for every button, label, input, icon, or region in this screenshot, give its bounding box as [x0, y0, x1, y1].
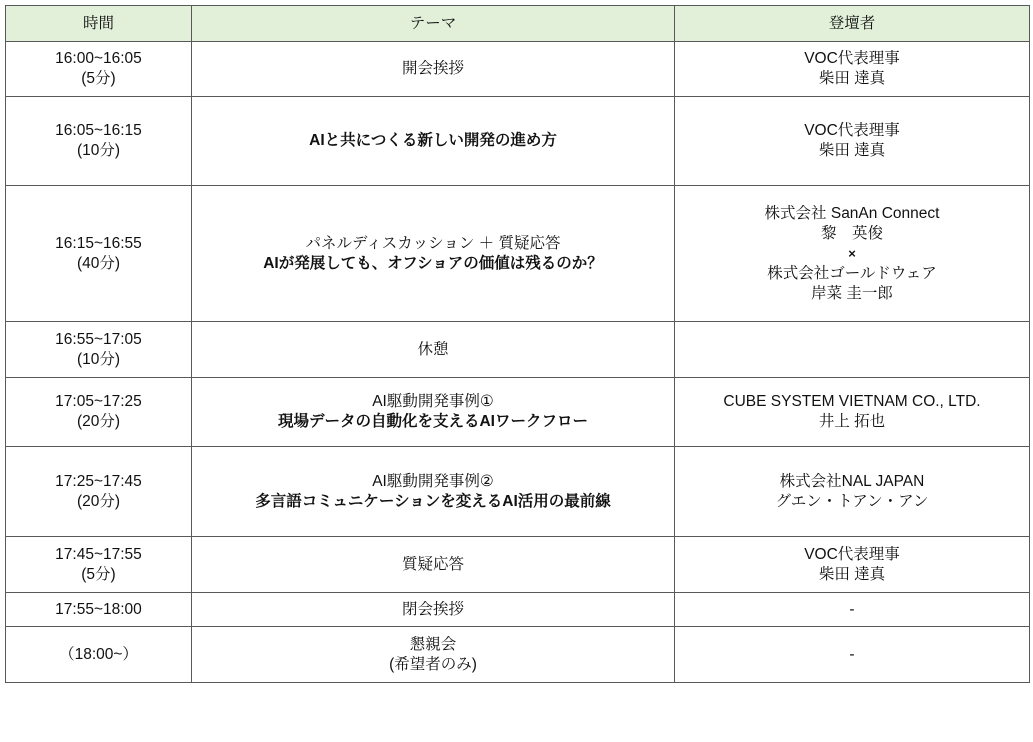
speaker-name: 柴田 達真 [818, 70, 886, 87]
theme-title: 質疑応答 [401, 555, 464, 573]
theme-title-bold: AIが発展しても、オフショアの価値は残るのか？ [263, 254, 603, 272]
time-cell [6, 42, 192, 97]
speaker-cell [675, 97, 1030, 186]
speaker-org: VOC代表理事 [804, 122, 900, 139]
duration: (5分) [81, 565, 116, 583]
agenda-table [5, 5, 1030, 683]
header-time: 時間 [6, 6, 192, 42]
theme-title: 休憩 [417, 340, 449, 358]
speaker-name: 岸菜 圭一郎 [811, 284, 893, 302]
theme-cell [192, 593, 675, 627]
table-row [6, 447, 1030, 537]
theme-title: 開会挨拶 [401, 60, 464, 77]
theme-cell [192, 42, 675, 97]
duration: (20分) [76, 492, 121, 510]
time-cell [6, 97, 192, 186]
speaker-org: VOC代表理事 [804, 545, 900, 563]
speaker-org: 株式会社ゴールドウェア [767, 264, 937, 282]
theme-title: 懇親会 [409, 635, 457, 653]
speaker-cell [675, 537, 1030, 593]
speaker-dash: - [849, 600, 855, 618]
time-range: 17:25~17:45 [55, 472, 142, 490]
table-row [6, 97, 1030, 186]
time-cell [6, 378, 192, 447]
speaker-cell [675, 378, 1030, 447]
theme-title: 閉会挨拶 [401, 600, 464, 618]
speaker-org: CUBE SYSTEM VIETNAM CO., LTD. [723, 393, 981, 410]
table-row [6, 186, 1030, 322]
time-cell [6, 593, 192, 627]
table-row [6, 322, 1030, 378]
duration: (5分) [81, 70, 116, 87]
speaker-dash: - [849, 645, 855, 663]
theme-title-bold: AIと共につくる新しい開発の進め方 [309, 132, 557, 149]
table-row [6, 378, 1030, 447]
speaker-cell [675, 593, 1030, 627]
speaker-cell [675, 186, 1030, 322]
speaker-cell [675, 447, 1030, 537]
time-range: 16:15~16:55 [55, 234, 142, 252]
theme-cell [192, 378, 675, 447]
time-cell [6, 537, 192, 593]
header-speaker: 登壇者 [675, 6, 1030, 42]
duration: (40分) [76, 254, 121, 272]
time-cell [6, 447, 192, 537]
speaker-cell [675, 322, 1030, 378]
header-theme: テーマ [192, 6, 675, 42]
time-range: 16:05~16:15 [55, 122, 142, 139]
cross-mark: × [848, 245, 856, 261]
speaker-name: 黎 英俊 [820, 224, 883, 242]
speaker-org: VOC代表理事 [804, 50, 900, 67]
theme-title: AI駆動開発事例② [372, 472, 494, 490]
theme-title-bold: 多言語コミュニケーションを変えるAI活用の最前線 [255, 492, 611, 510]
speaker-org: 株式会社NAL JAPAN [779, 472, 925, 490]
theme-note: (希望者のみ) [389, 655, 477, 673]
theme-cell [192, 447, 675, 537]
speaker-name: グエン・トアン・アン [775, 492, 929, 510]
time-range: 16:00~16:05 [55, 50, 142, 67]
speaker-name: 柴田 達真 [818, 565, 886, 583]
theme-cell [192, 186, 675, 322]
theme-title-bold: 現場データの自動化を支えるAIワークフロー [277, 413, 588, 430]
theme-cell [192, 627, 675, 683]
speaker-name: 井上 拓也 [818, 413, 886, 430]
time-range: 17:55~18:00 [55, 600, 142, 618]
speaker-cell [675, 627, 1030, 683]
theme-cell [192, 97, 675, 186]
table-row [6, 627, 1030, 683]
time-cell [6, 627, 192, 683]
time-cell [6, 322, 192, 378]
theme-cell [192, 537, 675, 593]
speaker-cell [675, 42, 1030, 97]
duration: (10分) [76, 142, 121, 159]
speaker-name: 柴田 達真 [818, 142, 886, 159]
time-range: （18:00~） [59, 645, 138, 663]
duration: (20分) [76, 413, 121, 430]
theme-title: AI駆動開発事例① [372, 393, 494, 410]
time-range: 17:05~17:25 [55, 393, 142, 410]
theme-cell [192, 322, 675, 378]
duration: (10分) [76, 350, 121, 368]
time-range: 16:55~17:05 [55, 330, 142, 348]
table-row [6, 537, 1030, 593]
time-cell [6, 186, 192, 322]
table-row [6, 593, 1030, 627]
header-row [6, 6, 1030, 42]
theme-title: パネルディスカッション ＋ 質疑応答 [305, 234, 561, 252]
time-range: 17:45~17:55 [55, 545, 142, 563]
speaker-org: 株式会社 SanAn Connect [764, 204, 940, 222]
table-row [6, 42, 1030, 97]
